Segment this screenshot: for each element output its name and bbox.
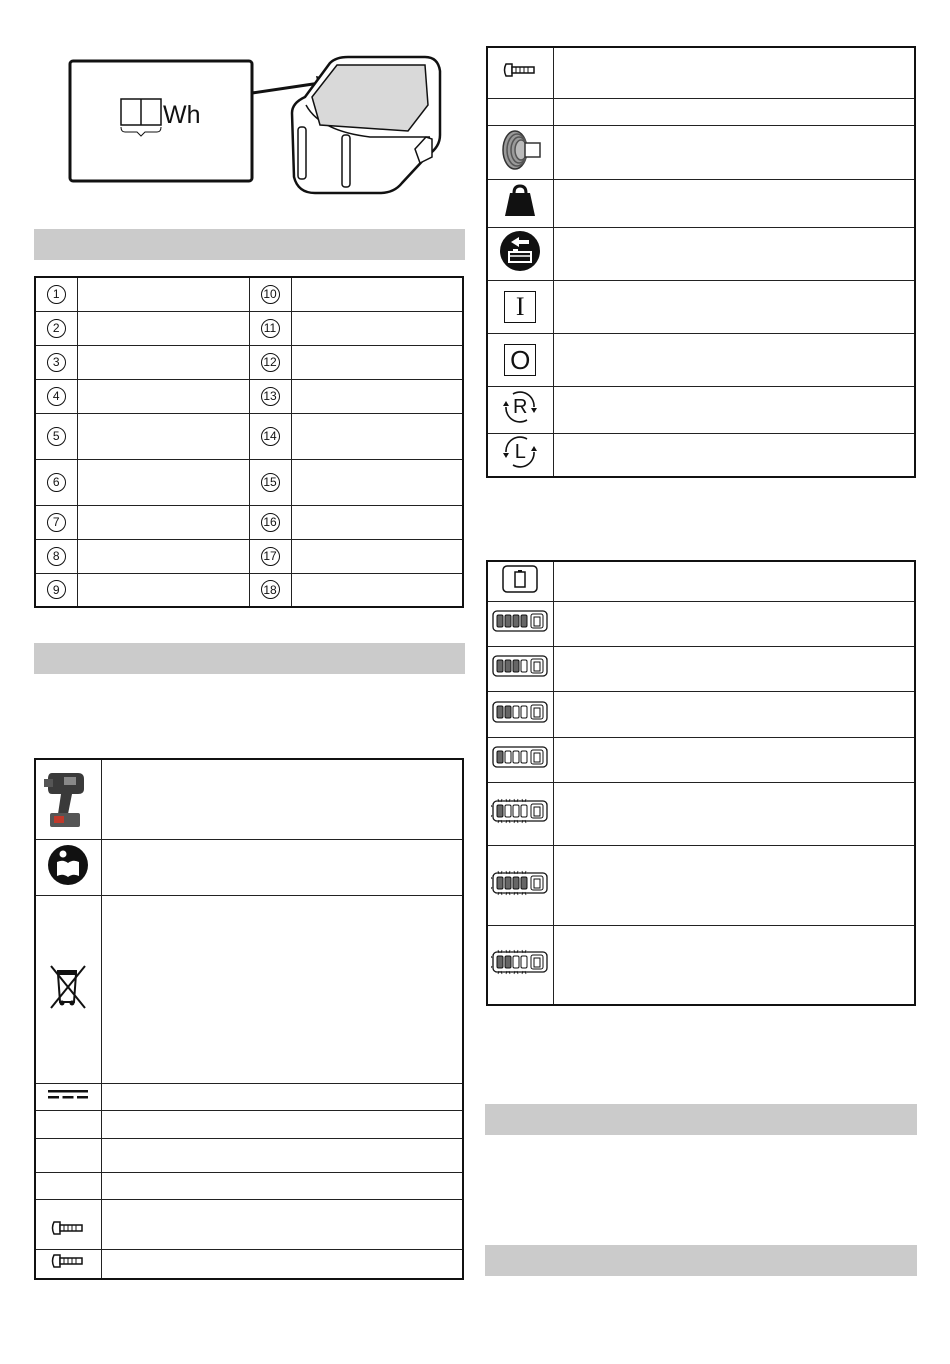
part-number: 17 [261,547,280,566]
battery-pack-illustration [30,45,460,210]
impact-driver-icon [44,763,92,831]
rotation-right-icon [503,390,537,424]
table-row [487,925,915,1005]
table-row [35,759,463,839]
wh-unit-label: Wh [163,101,201,129]
table-row [487,47,915,98]
table-row [35,459,463,505]
on-symbol-icon: I [504,291,536,323]
part-number: 5 [47,427,66,446]
battery-icon [502,565,538,593]
section-header-bar [485,1245,917,1276]
table-row [35,839,463,895]
table-row [487,782,915,845]
part-number: 18 [261,580,280,599]
part-number: 13 [261,387,280,406]
direct-current-icon [46,1087,90,1101]
table-row [487,691,915,737]
table-row [35,277,463,311]
symbols-table-left [34,758,464,1280]
table-row [487,227,915,280]
charge-indicator-icon [492,745,548,769]
table-row [487,179,915,227]
battery-label-illustration [30,45,460,210]
table-row [487,386,915,433]
screw-icon [51,1220,85,1236]
symbols-table-right [486,46,916,478]
part-number: 8 [47,547,66,566]
table-row [35,345,463,379]
part-number: 12 [261,353,280,372]
table-row [35,1138,463,1172]
charge-indicator-blink-alt-icon [491,947,549,977]
section-header-bar [34,643,465,674]
part-number: 6 [47,473,66,492]
table-row [35,379,463,413]
part-number: 16 [261,513,280,532]
parts-table [34,276,464,608]
screw-icon [51,1253,85,1269]
section-header-bar [34,229,465,260]
part-number: 1 [47,285,66,304]
crossed-bin-icon [48,964,88,1010]
part-number: 15 [261,473,280,492]
rotation-left-glyph: L [514,441,526,464]
table-row [35,413,463,459]
part-number: 7 [47,513,66,532]
part-number: 11 [261,319,280,338]
table-row [35,311,463,345]
bit-holder-icon [497,128,543,172]
rotation-right-glyph: R [513,396,528,418]
part-number: 10 [261,285,280,304]
table-row [35,1110,463,1138]
table-row [35,1249,463,1279]
part-number: 2 [47,319,66,338]
table-row [35,539,463,573]
charge-indicator-icon [492,654,548,678]
table-row [487,280,915,333]
table-row [35,573,463,607]
weight-icon [503,184,537,218]
part-number: 9 [47,580,66,599]
charge-indicator-blink-icon [491,796,549,826]
battery-removal-icon [499,230,541,272]
table-row [487,737,915,782]
table-row [487,845,915,925]
table-row [487,125,915,179]
charge-indicator-icon [492,609,548,633]
table-row [487,561,915,601]
table-row [35,895,463,1083]
table-row [487,333,915,386]
charge-level-table [486,560,916,1006]
table-row [487,98,915,125]
charge-indicator-blink-all-icon [491,868,549,898]
part-number: 14 [261,427,280,446]
read-manual-icon [47,844,89,886]
table-row [487,433,915,477]
part-number: 3 [47,353,66,372]
section-header-bar [485,1104,917,1135]
table-row [35,1172,463,1199]
screw-icon [503,62,537,78]
table-row [35,1083,463,1110]
charge-indicator-icon [492,700,548,724]
off-symbol-icon: O [504,344,536,376]
table-row [487,646,915,691]
table-row [35,505,463,539]
part-number: 4 [47,387,66,406]
table-row [487,601,915,646]
table-row [35,1199,463,1249]
rotation-left-icon [503,435,537,469]
